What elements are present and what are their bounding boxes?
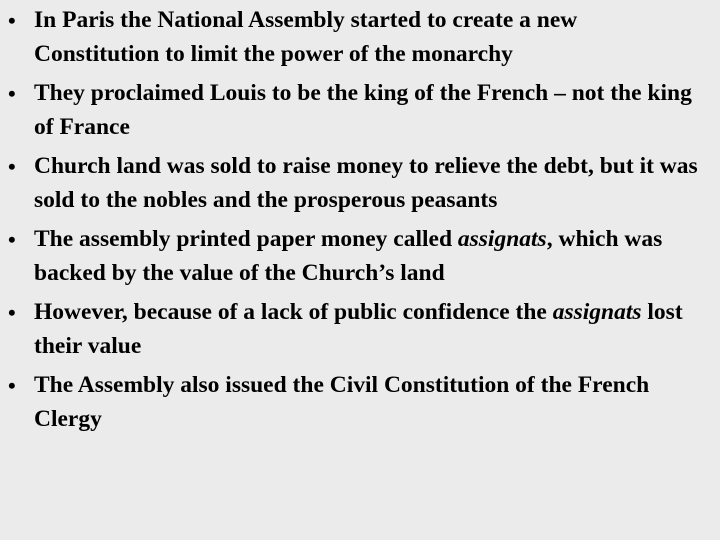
bullet-item-civil-constitution <box>0 369 720 436</box>
bullet-dot-icon: • <box>8 154 16 179</box>
bullet-text-italic: assignats <box>457 226 547 252</box>
bullet-dot-icon: • <box>8 81 16 106</box>
bullet-item-assignats-lost-value <box>0 296 720 363</box>
bullet-dot-icon: • <box>8 373 16 398</box>
bullet-list <box>0 4 720 442</box>
bullet-item-assignats-printed <box>0 223 720 290</box>
bullet-item-national-assembly <box>0 4 720 71</box>
bullet-text-after: , which was backed by the value of the Church’s land <box>34 226 663 286</box>
bullet-text-before: However, because of a lack of public confidence the <box>34 299 553 325</box>
bullet-text: In Paris the National Assembly started to create a new Constitution to limit the power of the monarchy <box>34 7 578 67</box>
bullet-text-after: lost their value <box>34 299 683 359</box>
bullet-text: They proclaimed Louis to be the king of the French – not the king of France <box>34 80 692 140</box>
bullet-item-church-land <box>0 150 720 217</box>
bullet-dot-icon: • <box>8 227 16 252</box>
bullet-text: Church land was sold to raise money to relieve the debt, but it was sold to the nobles and the prosperous peasants <box>34 153 698 213</box>
bullet-dot-icon: • <box>8 8 16 33</box>
bullet-text: The Assembly also issued the Civil Constitution of the French Clergy <box>34 372 650 432</box>
bullet-text-before: The assembly printed paper money called <box>34 226 458 252</box>
bullet-dot-icon: • <box>8 300 16 325</box>
bullet-text-italic: assignats <box>552 299 642 325</box>
bullet-item-king-of-french <box>0 77 720 144</box>
